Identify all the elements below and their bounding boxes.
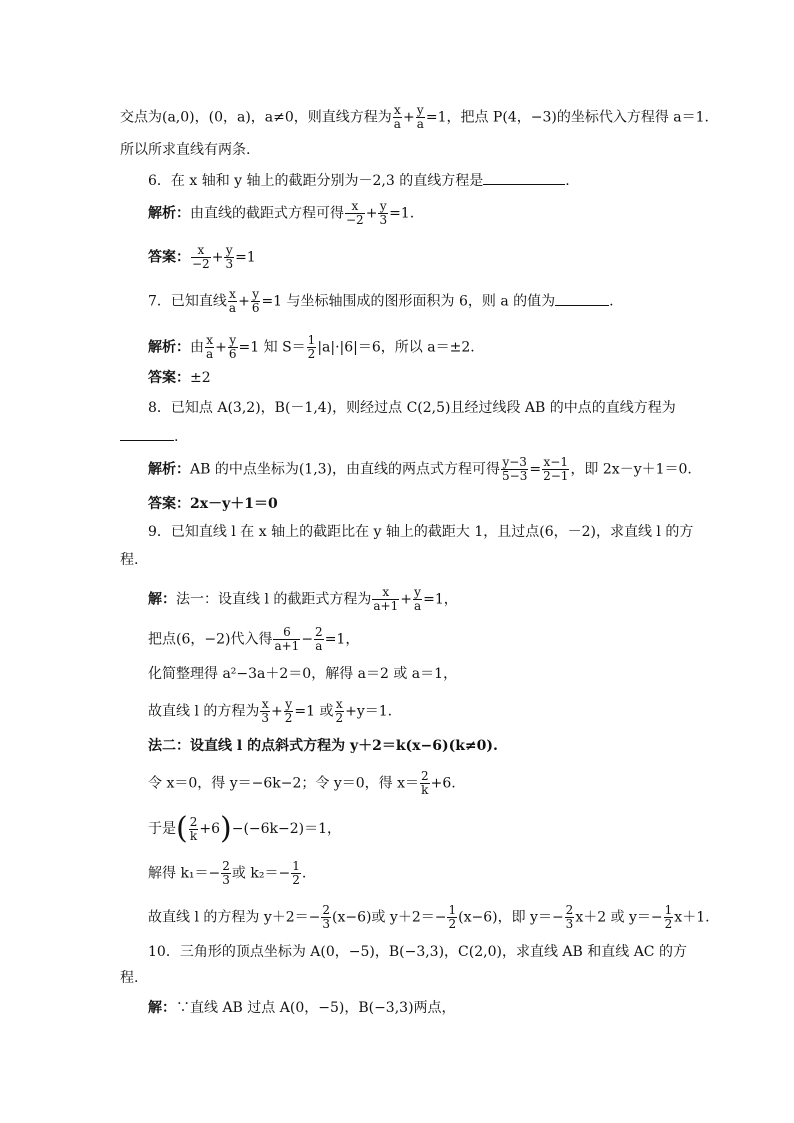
q8-answer: 答案：2x－y＋1＝0 <box>148 496 278 512</box>
q6-answer: 答案： $\frac{x}{-2}$ + $\frac{y}{3}$ =1 <box>148 243 256 271</box>
answer-blank <box>483 170 565 185</box>
answer-blank <box>555 291 609 306</box>
question-9: 9．已知直线 l 在 x 轴上的截距比在 y 轴上的截距大 1，且过点(6，－2)，求直线 l 的方 <box>148 524 694 540</box>
q10-sol-1: 解：∵直线 AB 过点 A(0，−5)，B(−3,3)两点， <box>148 1000 456 1016</box>
text-line: 交点为(a,0)，(0，a)，a≠0，则直线方程为 $\frac{x}{a}$ + $\frac{y}{a}$ =1，把点 P(4，−3)的坐标代入方程得 a＝1. <box>120 103 709 131</box>
question-10: 10．三角形的顶点坐标为 A(0，−5)，B(−3,3)，C(2,0)，求直线 AB 和直线 AC 的方 <box>148 944 687 960</box>
question-8: 8．已知点 A(3,2)，B(－1,4)，则经过点 C(2,5)且经过线段 AB 的中点的直线方程为 <box>148 400 676 416</box>
q9-sol-3: 化简整理得 a²−3a＋2＝0，解得 a＝2 或 a＝1， <box>148 666 458 682</box>
q8-blank-line: . <box>120 426 178 447</box>
q8-analysis: 解析：AB 的中点坐标为(1,3)，由直线的两点式方程可得 $\frac{y-3}{5-3}$ = $\frac{x-1}{2-1}$ ，即 2x－y＋1＝0. <box>148 455 692 483</box>
question-9-cont: 程. <box>120 552 139 568</box>
q7-analysis: 解析：由 $\frac{x}{a}$ + $\frac{y}{6}$ =1 知 S＝ $\frac{1}{2}$ |a|·|6|＝6，所以 a＝±2. <box>148 333 475 361</box>
q7-answer: 答案：±2 <box>148 370 211 386</box>
q9-sol-2: 把点(6，−2)代入得 $\frac{6}{a+1}$ − $\frac{2}{a}$ =1， <box>148 625 360 653</box>
fraction: $\frac{x}{a}$ <box>393 103 401 131</box>
q9-sol-8: 解得 k₁＝− $\frac{2}{3}$ 或 k₂＝− $\frac{1}{2}$ . <box>148 859 307 887</box>
q9-sol-6: 令 x＝0，得 y＝−6k−2；令 y＝0，得 x＝ $\frac{2}{k}$ +6. <box>148 769 456 797</box>
question-10-cont: 程. <box>120 970 139 986</box>
q9-sol-9: 故直线 l 的方程为 y＋2＝− $\frac{2}{3}$ (x−6)或 y＋2＝− $\frac{1}{2}$ (x−6)，即 y＝− $\frac{2}{3}$ x＋2 或 y＝− $\frac{1}{2}$ x＋1. <box>148 903 710 931</box>
answer-blank <box>120 426 174 441</box>
text-line: 所以所求直线有两条. <box>120 142 251 158</box>
q6-analysis: 解析：由直线的截距式方程可得 $\frac{x}{-2}$ + $\frac{y}{3}$ =1. <box>148 199 415 227</box>
question-7: 7．已知直线 $\frac{x}{a}$ + $\frac{y}{6}$ =1 与坐标轴围成的图形面积为 6，则 a 的值为 . <box>148 287 614 315</box>
q9-sol-4: 故直线 l 的方程为 $\frac{x}{3}$ + $\frac{y}{2}$ =1 或 $\frac{x}{2}$ +y＝1. <box>148 697 393 725</box>
q9-sol-5: 法二：设直线 l 的点斜式方程为 y＋2＝k(x−6)(k≠0). <box>148 738 498 754</box>
fraction: $\frac{y}{a}$ <box>416 103 424 131</box>
q9-sol-7: 于是( $\frac{2}{k}$ +6)−(−6k−2)＝1， <box>148 811 342 846</box>
q9-sol-1: 解：法一：设直线 l 的截距式方程为 $\frac{x}{a+1}$ + $\frac{y}{a}$ =1， <box>148 585 458 613</box>
question-6: 6．在 x 轴和 y 轴上的截距分别为－2,3 的直线方程是 . <box>148 170 570 191</box>
